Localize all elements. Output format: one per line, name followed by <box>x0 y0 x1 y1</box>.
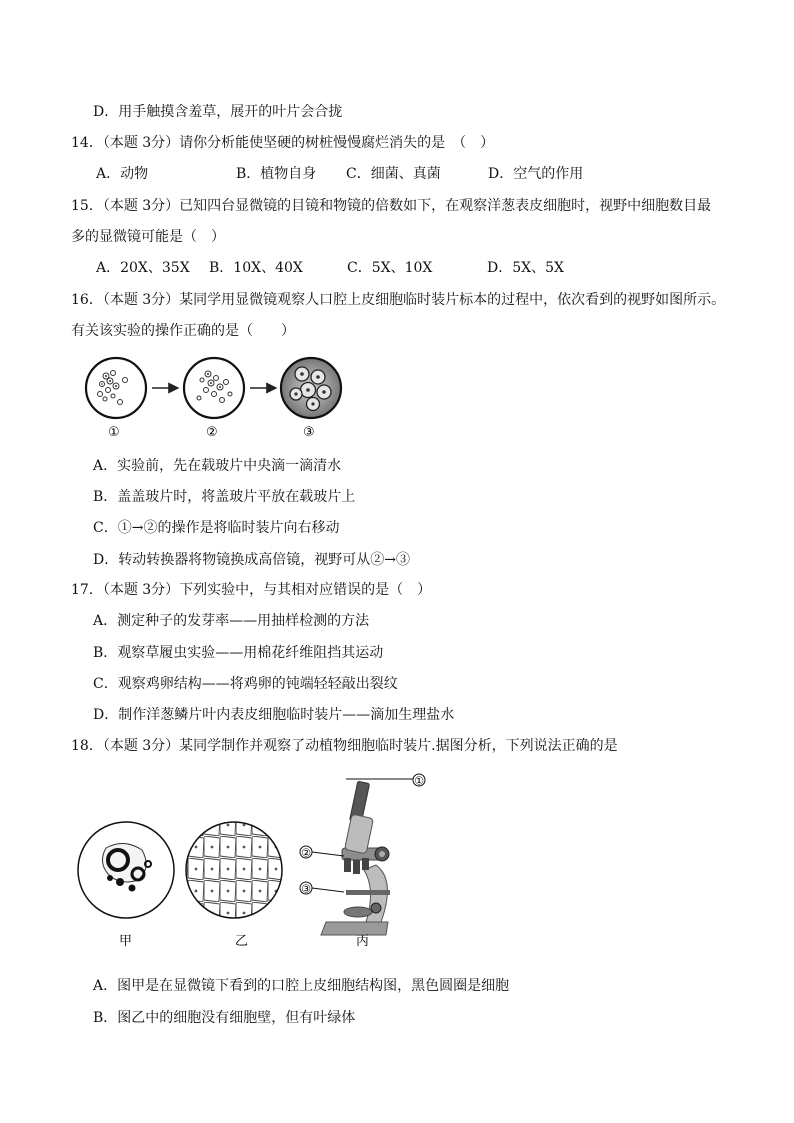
question-18-stem: 18．（本题 3分）某同学制作并观察了动植物细胞临时装片.据图分析，下列说法正确的是 <box>71 738 618 754</box>
q14-option-c: C．细菌、真菌 <box>346 166 441 182</box>
question-14-stem: 14．（本题 3分）请你分析能使坚硬的树桩慢慢腐烂消失的是 （ ） <box>71 135 495 151</box>
field-of-view-3 <box>281 358 341 418</box>
q15-option-b: B．10X、40X <box>209 260 303 276</box>
cell-and-microscope-figure <box>76 770 456 955</box>
q18-option-a: A．图甲是在显微镜下看到的口腔上皮细胞结构图，黑色圆圈是细胞 <box>93 978 510 994</box>
q15-option-d: D．5X、5X <box>487 260 564 276</box>
figure-label-yi: 乙 <box>235 934 249 949</box>
callout-1: ① <box>414 774 424 788</box>
q14-option-d: D．空气的作用 <box>488 166 584 182</box>
q15-option-a: A．20X、35X <box>96 260 190 276</box>
callout-3: ③ <box>301 882 311 896</box>
field-of-view-2 <box>184 358 244 418</box>
question-15-stem: 15．（本题 3分）已知四台显微镜的目镜和物镜的倍数如下，在观察洋葱表皮细胞时，视野中细胞数目最 <box>71 198 712 214</box>
figure-label-1: ① <box>108 425 120 440</box>
q17-option-c: C．观察鸡卵结构——将鸡卵的钝端轻轻敲出裂纹 <box>93 676 398 692</box>
figure-label-3: ③ <box>303 425 315 440</box>
q16-option-d: D．转动转换器将物镜换成高倍镜，视野可从②→③ <box>93 552 410 568</box>
callout-2: ② <box>301 846 311 860</box>
question-16-stem-cont: 有关该实验的操作正确的是（ ） <box>71 323 295 339</box>
figure-yi-plant-cells <box>186 822 282 918</box>
q18-option-b: B．图乙中的细胞没有细胞壁，但有叶绿体 <box>93 1010 356 1026</box>
figure-label-bing: 丙 <box>356 934 370 949</box>
q17-option-d: D．制作洋葱鳞片叶内表皮细胞临时装片——滴加生理盐水 <box>93 707 455 723</box>
figure-label-jia: 甲 <box>119 934 133 949</box>
q17-option-b: B．观察草履虫实验——用棉花纤维阻挡其运动 <box>93 645 384 661</box>
q14-option-a: A．动物 <box>96 166 149 182</box>
field-of-view-1 <box>86 358 146 418</box>
q14-option-b: B．植物自身 <box>236 166 317 182</box>
q16-option-b: B．盖盖玻片时，将盖玻片平放在载玻片上 <box>93 489 356 505</box>
question-16-stem: 16．（本题 3分）某同学用显微镜观察人口腔上皮细胞临时装片标本的过程中，依次看到的视野如图所示。 <box>71 292 726 308</box>
question-15-stem-cont: 多的显微镜可能是（ ） <box>71 229 225 245</box>
q16-option-a: A．实验前，先在载玻片中央滴一滴清水 <box>93 458 342 474</box>
figure-bing-microscope <box>300 774 425 935</box>
figure-label-2: ② <box>206 425 218 440</box>
q15-option-c: C．5X、10X <box>347 260 433 276</box>
question-17-stem: 17．（本题 3分）下列实验中，与其相对应错误的是（ ） <box>71 582 432 598</box>
figure-jia-animal-cells <box>78 822 174 918</box>
q16-option-c: C．①→②的操作是将临时装片向右移动 <box>93 520 340 536</box>
microscope-field-of-view-figure <box>80 352 360 442</box>
q17-option-a: A．测定种子的发芽率——用抽样检测的方法 <box>93 613 370 629</box>
q13-option-d: D．用手触摸含羞草，展开的叶片会合拢 <box>93 104 343 120</box>
